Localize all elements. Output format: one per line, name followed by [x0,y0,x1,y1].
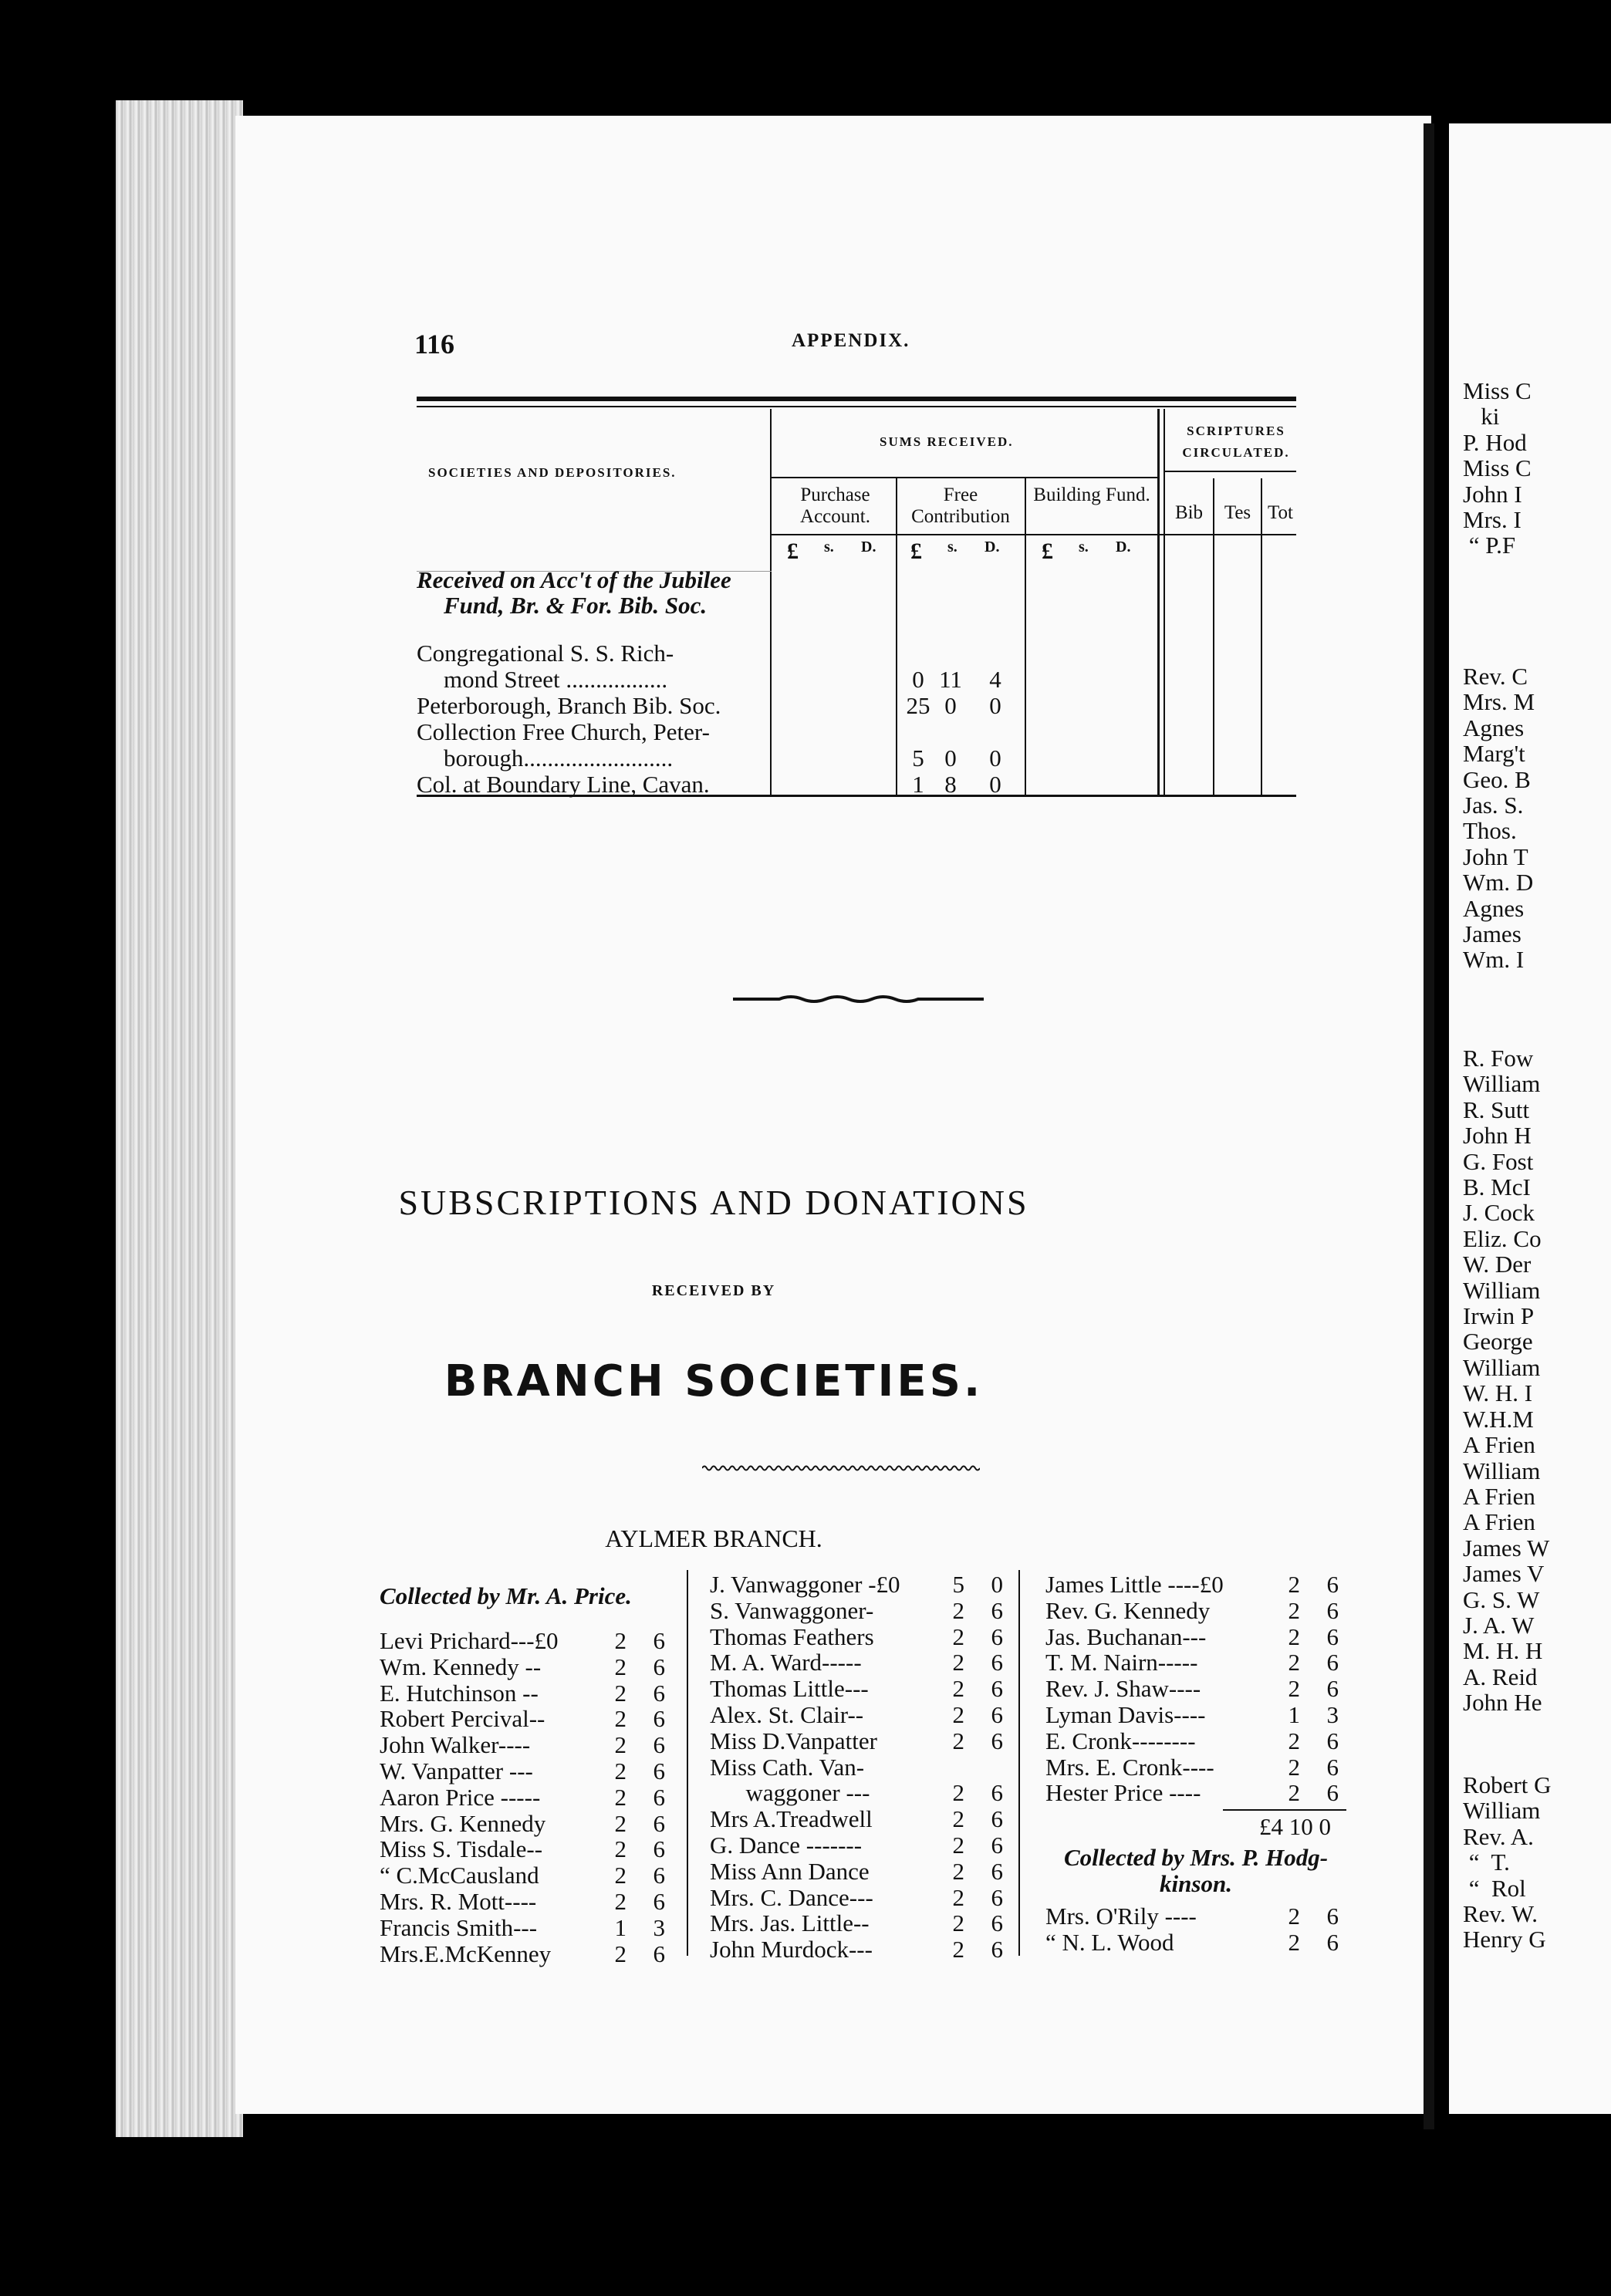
book-page-edges [116,100,243,2137]
table-sums-rule [772,477,1157,478]
page-number: 116 [414,329,455,360]
currency-caption: £ [787,539,799,564]
subscriber-name: Miss S. Tisdale-- [380,1835,543,1863]
subscriber-name: E. Cronk-------- [1045,1727,1196,1754]
right-page-line: John H [1463,1122,1532,1150]
pence-value: 6 [1326,1649,1339,1676]
sub-free-header: Free Contribution [911,485,1010,527]
subscriber-name: Mrs. R. Mott---- [380,1887,537,1915]
amount-cell: 11 [939,666,962,693]
pence-value: 6 [653,1835,665,1863]
pence-value: 6 [1326,1753,1339,1781]
subscriber-name: Jas. Buchanan--- [1045,1622,1207,1650]
pence-value: 6 [991,1909,1003,1937]
column-divider-1 [687,1570,688,1956]
amount-cell: 0 [944,745,957,772]
pence-value: 6 [1326,1928,1339,1956]
list-item [1045,1930,1346,1956]
table-vline-4 [1157,409,1160,795]
shillings-value: 2 [614,1940,626,1967]
right-page-line: W. H. I [1463,1379,1533,1407]
list-item [710,1702,1011,1728]
shillings-value: 2 [614,1835,626,1863]
subscriber-name: “ C.McCausland [380,1862,539,1889]
right-page-line: W. Der [1463,1251,1532,1278]
shillings-value: 2 [952,1883,964,1911]
list-item [380,1628,673,1654]
shillings-value: 2 [614,1679,626,1707]
table-row [417,640,674,693]
right-page-list-1 [1463,378,1532,559]
subscription-column-1 [380,1583,673,1967]
list-item [380,1862,673,1889]
list-item [380,1811,673,1837]
subscriber-name: Mrs.E.McKenney [380,1940,552,1967]
row-label: Col. at Boundary Line, Cavan. [417,771,710,798]
shillings-value: 2 [614,1862,626,1889]
currency-caption: s. [947,539,957,555]
pence-value: 0 [991,1571,1003,1598]
shillings-value: 2 [952,1779,964,1807]
shillings-value: 2 [614,1705,626,1733]
list-item [1045,1754,1346,1781]
row-label: Congregational S. S. Rich- [417,640,674,667]
amount-cell: 0 [912,666,924,693]
section-title: SUBSCRIPTIONS AND DONATIONS [398,1183,1029,1222]
shillings-value: 2 [1288,1727,1300,1754]
list-item [1045,1624,1346,1650]
jubilee-heading-line2: Fund, Br. & For. Bib. Soc. [444,592,708,619]
pence-value: 6 [991,1883,1003,1911]
subscriber-name: T. M. Nairn----- [1045,1649,1198,1676]
right-page-line: Mrs. M [1463,688,1535,716]
right-page-line: James W [1463,1534,1550,1562]
subscriber-name: Hester Price ---- [1045,1779,1201,1807]
pence-value: 6 [653,1757,665,1784]
currency-caption: s. [824,539,834,555]
currency-caption: D. [984,539,1000,555]
list-item [710,1832,1011,1859]
pence-value: 6 [991,1596,1003,1624]
table-vline-2 [896,478,897,795]
right-page-line: Thos. [1463,817,1517,845]
branch-societies-title: BRANCH SOCIETIES. [444,1356,984,1406]
currency-caption: s. [1079,539,1089,555]
list-item [710,1780,1011,1806]
table-row [417,719,710,772]
col-scriptures-header: SCRIPTURES CIRCULATED. [1182,424,1290,460]
amount-cell: 25 [906,692,930,719]
subscriber-name: Thomas Feathers [710,1622,874,1650]
shillings-value: 2 [952,1622,964,1650]
row-label: Collection Free Church, Peter- [417,718,710,745]
col-societies-header: SOCIETIES AND DEPOSITORIES. [428,465,677,480]
list-item [380,1680,673,1707]
amount-cell: 4 [989,666,1001,693]
right-page-line: William [1463,1276,1541,1304]
shillings-value: 2 [952,1909,964,1937]
right-page-list-3 [1463,1045,1549,1716]
subscription-column-3 [1045,1572,1346,1956]
subscriber-name: John Murdock--- [710,1936,873,1963]
collector-heading-2: Collected by Mrs. P. Hodg- [1063,1844,1329,1872]
subscriber-name: Francis Smith--- [380,1913,538,1941]
pence-value: 6 [1326,1622,1339,1650]
pence-value: 6 [1326,1727,1339,1754]
list-item [710,1649,1011,1676]
right-page-line: Geo. B [1463,765,1531,793]
list-item [1045,1780,1346,1806]
collector-heading-2-cont: kinson. [1160,1870,1232,1898]
amount-cell: 0 [944,692,957,719]
pence-value: 6 [1326,1675,1339,1703]
list-item [380,1758,673,1784]
right-page-line: B. McI [1463,1173,1531,1201]
shillings-value: 2 [952,1727,964,1754]
right-page-line: M. H. H [1463,1637,1543,1665]
list-item [1045,1598,1346,1624]
table-top-rule-thin [417,406,1296,407]
right-page-line: Miss C [1463,377,1532,404]
table-vline-6 [1213,478,1214,795]
subscriber-name: M. A. Ward----- [710,1649,862,1676]
pence-value: 6 [991,1857,1003,1885]
right-page-line: John I [1463,480,1522,508]
list-item [1045,1702,1346,1728]
pence-value: 3 [1326,1700,1339,1728]
right-page-line: Rev. C [1463,663,1528,690]
jubilee-heading [417,567,731,618]
shillings-value: 2 [1288,1779,1300,1807]
list-item [710,1806,1011,1832]
right-page-line: William [1463,1353,1541,1381]
shillings-value: 5 [952,1571,964,1598]
right-page-line: Henry G [1463,1926,1546,1953]
right-page-line: A. Reid [1463,1663,1538,1690]
currency-caption: £ [910,539,922,564]
shillings-value: 2 [1288,1753,1300,1781]
right-page-line: G. S. W [1463,1585,1540,1613]
sub-purchase-header: Purchase Account. [800,485,870,527]
right-page-line: “ Rol [1463,1874,1526,1902]
subscriber-name: Alex. St. Clair-- [710,1700,864,1728]
right-page-line: R. Sutt [1463,1096,1530,1123]
subscriber-name: Mrs A.Treadwell [710,1805,873,1833]
pence-value: 6 [991,1675,1003,1703]
jubilee-heading-line1: Received on Acc't of the Jubilee [417,566,731,593]
subscription-column-2 [710,1572,1011,1963]
currency-caption: D. [1116,539,1131,555]
col-sums-header: SUMS RECEIVED. [880,434,1014,449]
subscriber-name: Rev. J. Shaw---- [1045,1675,1201,1703]
shillings-value: 1 [614,1913,626,1941]
shillings-value: 2 [952,1805,964,1833]
row-label: Peterborough, Branch Bib. Soc. [417,692,721,719]
list-item [710,1936,1011,1963]
pence-value: 6 [1326,1779,1339,1807]
right-page-line: W.H.M [1463,1405,1534,1433]
table-vline-7 [1261,478,1262,795]
right-page-line: Irwin P [1463,1302,1535,1330]
right-page-line: John He [1463,1689,1542,1717]
right-page-line: William [1463,1457,1541,1484]
right-page-line: “ P.F [1463,532,1516,559]
row-label-cont: borough......................... [444,745,674,772]
subscriber-name: Miss Cath. Van- [710,1753,865,1781]
amount-cell: 0 [989,692,1001,719]
wavy-rule [702,1462,980,1474]
right-page-line: Wm. D [1463,869,1534,896]
currency-caption: £ [1042,539,1053,564]
shillings-value: 2 [614,1783,626,1811]
subscriber-name: J. Vanwaggoner -£0 [710,1571,900,1598]
shillings-value: 2 [1288,1903,1300,1930]
subscriber-name: John Walker---- [380,1731,531,1759]
list-item [1045,1676,1346,1702]
list-item [1045,1649,1346,1676]
sub-tes-header: Tes [1224,502,1251,523]
shillings-value: 2 [952,1675,964,1703]
list-item [710,1676,1011,1702]
right-page-line: P. Hod [1463,428,1527,456]
right-page-line: Rev. A. [1463,1822,1534,1850]
subscriber-name: Mrs. G. Kennedy [380,1809,546,1837]
pence-value: 6 [653,1887,665,1915]
shillings-value: 2 [614,1809,626,1837]
right-page-line: Mrs. I [1463,506,1522,534]
list-item [380,1784,673,1811]
list-item [1045,1903,1346,1930]
right-page-line: A Frien [1463,1431,1535,1459]
right-page-line: Miss C [1463,454,1532,482]
amount-cell: 1 [912,771,924,798]
pence-value: 6 [653,1940,665,1967]
pence-value: 6 [653,1731,665,1759]
right-page-line: James [1463,920,1522,948]
table-row [417,693,721,719]
currency-caption: D. [861,539,876,555]
list-item [380,1889,673,1915]
shillings-value: 2 [1288,1622,1300,1650]
pence-value: 6 [653,1627,665,1654]
subscriber-name: Thomas Little--- [710,1675,869,1703]
right-page-line: Eliz. Co [1463,1224,1542,1252]
subscriber-name: S. Vanwaggoner- [710,1596,874,1624]
table-vline-3 [1025,478,1026,795]
total-rule [1223,1809,1346,1811]
right-page-line: Agnes [1463,714,1525,741]
right-page-line: A Frien [1463,1482,1535,1510]
table-vline-1 [770,409,772,795]
subscriber-name: Mrs. E. Cronk---- [1045,1753,1214,1781]
amount-cell: 8 [944,771,957,798]
right-page-line: William [1463,1070,1541,1098]
subscriber-name: James Little ----£0 [1045,1571,1224,1598]
shillings-value: 2 [952,1596,964,1624]
pence-value: 6 [653,1862,665,1889]
right-page-line: Rev. W. [1463,1900,1538,1928]
right-page-line: Agnes [1463,894,1525,922]
pence-value: 6 [991,1649,1003,1676]
shillings-value: 2 [1288,1675,1300,1703]
table-subhead-rule [772,534,1296,535]
pence-value: 6 [653,1783,665,1811]
list-item [710,1910,1011,1936]
subscriber-name: Rev. G. Kennedy [1045,1596,1211,1624]
right-page-line: James V [1463,1560,1545,1588]
shillings-value: 2 [1288,1649,1300,1676]
sub-bib-header: Bib [1174,502,1204,523]
pence-value: 3 [653,1913,665,1941]
right-page-line: Marg't [1463,740,1525,768]
right-page-line: John T [1463,842,1528,870]
subscriber-name: Mrs. C. Dance--- [710,1883,873,1911]
right-page-line: Jas. S. [1463,792,1524,819]
shillings-value: 2 [952,1649,964,1676]
pence-value: 6 [653,1653,665,1680]
right-page-line: J. A. W [1463,1611,1535,1639]
shillings-value: 2 [614,1627,626,1654]
amount-cell: 0 [989,771,1001,798]
pence-value: 6 [653,1705,665,1733]
shillings-value: 2 [614,1757,626,1784]
table-scriptures-rule [1165,471,1296,472]
right-page-line: R. Fow [1463,1045,1534,1072]
right-page-fragment [1449,123,1611,2114]
right-page-line: ki [1463,403,1500,430]
subscriber-name: Levi Prichard---£0 [380,1627,559,1654]
pence-value: 6 [991,1622,1003,1650]
subscriber-name: Aaron Price ----- [380,1783,541,1811]
pence-value: 6 [1326,1903,1339,1930]
collector-heading: Collected by Mr. A. Price. [380,1582,632,1609]
right-page-line: G. Fost [1463,1147,1534,1175]
list-item [380,1941,673,1967]
list-item [380,1836,673,1862]
right-page-line: George [1463,1328,1533,1356]
list-item [710,1728,1011,1754]
subscriber-name: Robert Percival-- [380,1705,545,1733]
list-item [710,1598,1011,1624]
sub-tot-header: Tot [1268,502,1293,523]
shillings-value: 1 [1288,1700,1300,1728]
subscriber-name: “ N. L. Wood [1045,1928,1174,1956]
right-page-line: William [1463,1797,1541,1825]
shillings-value: 2 [952,1700,964,1728]
subscriber-name: Mrs. Jas. Little-- [710,1909,870,1937]
branch-total: £4 10 0 [1259,1813,1331,1841]
list-item [380,1706,673,1732]
shillings-value: 2 [614,1887,626,1915]
list-item [710,1572,1011,1598]
list-item [710,1754,1011,1781]
right-page-list-2 [1463,663,1535,973]
list-item [380,1732,673,1758]
subscriber-name: Mrs. O'Rily ---- [1045,1903,1197,1930]
received-by: RECEIVED BY [651,1282,776,1299]
table-top-rule [417,397,1296,401]
pence-value: 6 [991,1936,1003,1963]
right-page-line: A Frien [1463,1508,1535,1536]
amount-cell: 5 [912,745,924,772]
pence-value: 6 [991,1779,1003,1807]
shillings-value: 2 [1288,1571,1300,1598]
pence-value: 6 [991,1727,1003,1754]
list-item [710,1859,1011,1885]
pence-value: 6 [991,1805,1003,1833]
subscriber-name: Miss Ann Dance [710,1857,870,1885]
shillings-value: 2 [614,1731,626,1759]
row-label-cont: mond Street ................. [444,666,668,693]
subscriber-name: Lyman Davis---- [1045,1700,1206,1728]
list-item [1045,1728,1346,1754]
subscriber-name: G. Dance ------- [710,1831,863,1859]
list-item [1045,1572,1346,1598]
running-title: APPENDIX. [792,330,910,351]
shillings-value: 2 [952,1857,964,1885]
right-page-line: Robert G [1463,1771,1552,1798]
list-item [380,1915,673,1941]
shillings-value: 2 [952,1831,964,1859]
column-divider-2 [1018,1570,1020,1956]
shillings-value: 2 [952,1936,964,1963]
right-page-line: J. Cock [1463,1199,1535,1227]
sub-building-header: Building Fund. [1033,485,1150,505]
list-item [710,1885,1011,1911]
aylmer-branch-heading: AYLMER BRANCH. [605,1524,822,1552]
pence-value: 6 [653,1679,665,1707]
list-item [380,1654,673,1680]
amount-cell: 0 [989,745,1001,772]
right-page-list-4 [1463,1772,1552,1953]
ornament-divider [733,991,984,1007]
table-vline-5 [1164,409,1165,795]
subscriber-name: Miss D.Vanpatter [710,1727,877,1754]
pence-value: 6 [991,1831,1003,1859]
subscriber-name: E. Hutchinson -- [380,1679,539,1707]
shillings-value: 2 [1288,1928,1300,1956]
table-row [417,772,710,798]
right-page-line: “ T. [1463,1849,1510,1876]
pence-value: 6 [1326,1596,1339,1624]
shillings-value: 2 [1288,1596,1300,1624]
shillings-value: 2 [614,1653,626,1680]
list-item [710,1624,1011,1650]
pence-value: 6 [653,1809,665,1837]
subscriber-name: W. Vanpatter --- [380,1757,533,1784]
subscriber-name: waggoner --- [710,1779,870,1807]
subscriber-name: Wm. Kennedy -- [380,1653,542,1680]
right-page-line: Wm. I [1463,946,1525,974]
pence-value: 6 [1326,1571,1339,1598]
book-gutter [1424,123,1434,2129]
pence-value: 6 [991,1700,1003,1728]
